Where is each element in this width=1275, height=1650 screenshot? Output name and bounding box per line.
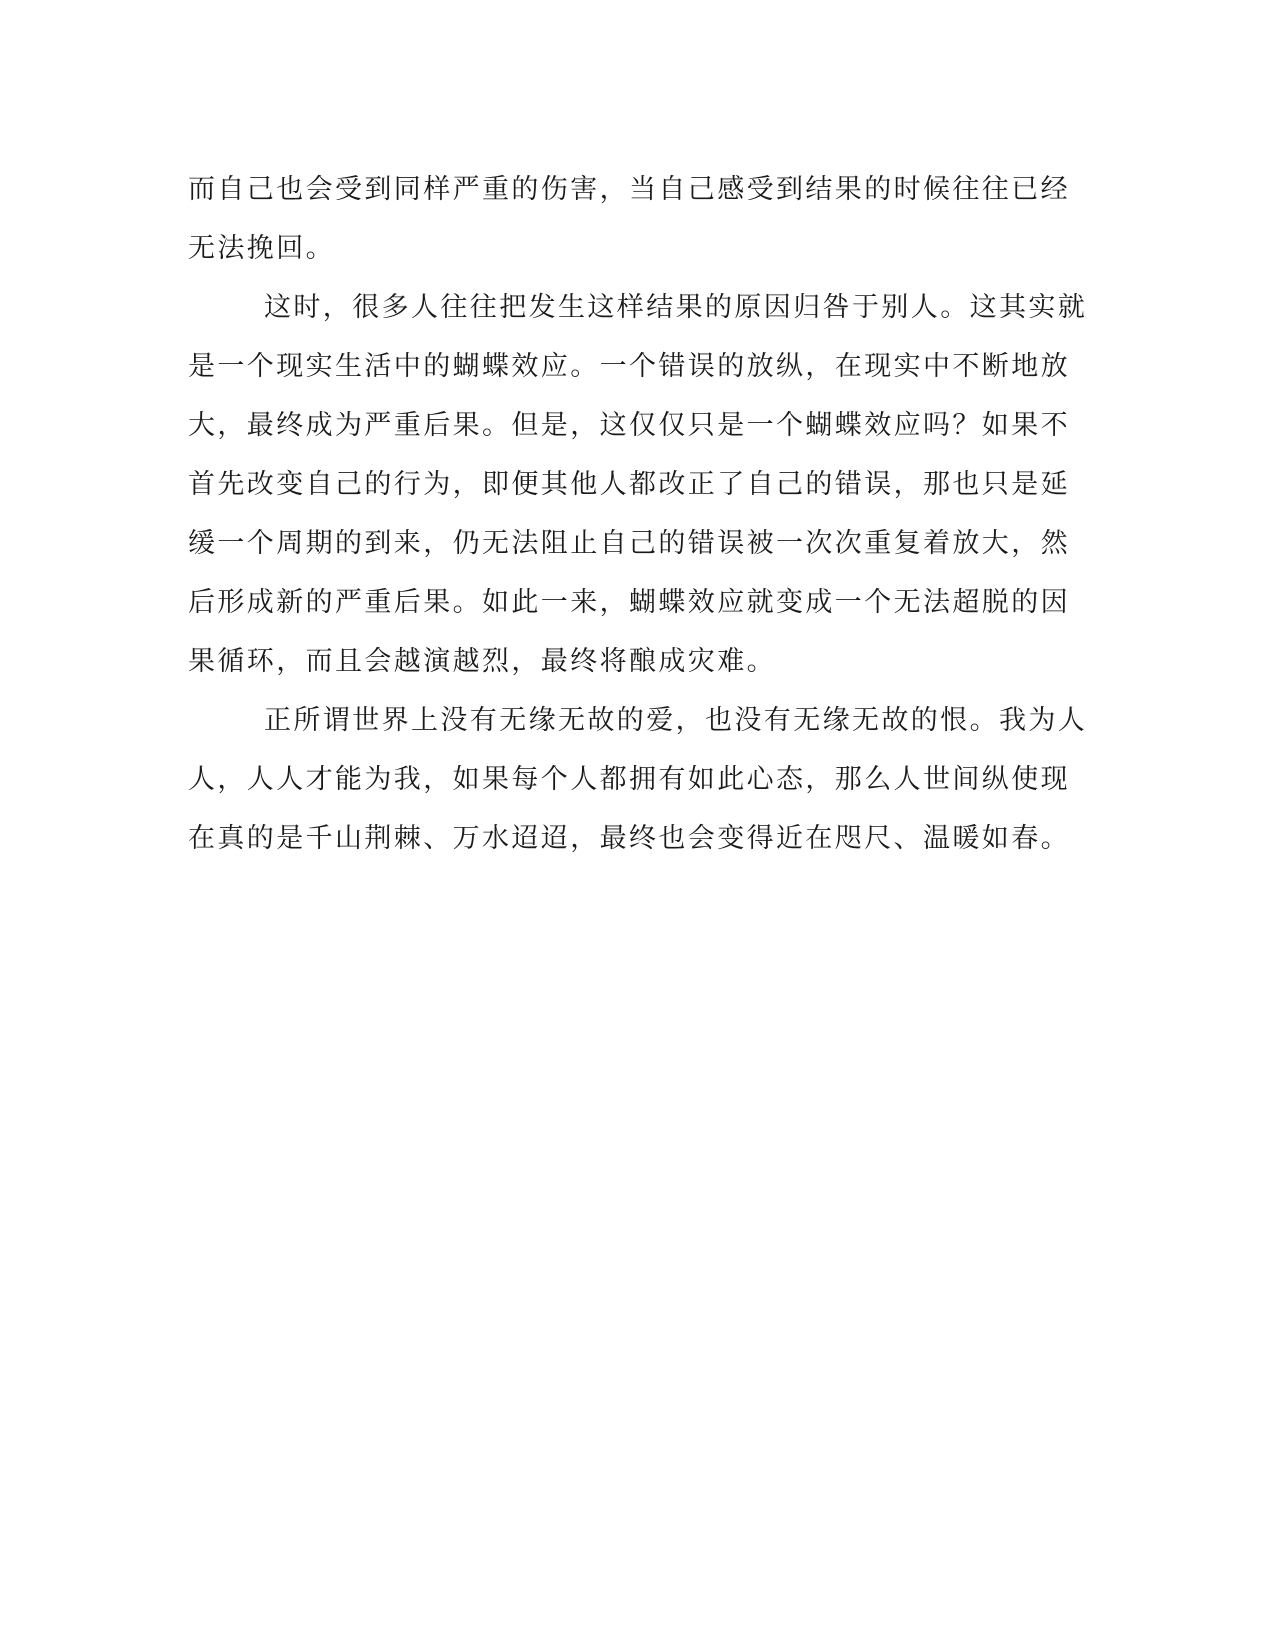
paragraph-line: 人，人人才能为我，如果每个人都拥有如此心态，那么人世间纵使现 [188, 764, 1070, 795]
paragraph-line: 首先改变自己的行为，即便其他人都改正了自己的错误，那也只是延 [188, 469, 1070, 500]
paragraph-line: 缓一个周期的到来，仍无法阻止自己的错误被一次次重复着放大，然 [188, 528, 1070, 559]
paragraph-line: 这时，很多人往往把发生这样结果的原因归咎于别人。这其实就 [264, 292, 1088, 323]
paragraph-line: 在真的是千山荆棘、万水迢迢，最终也会变得近在咫尺、温暖如春。 [188, 823, 1070, 854]
paragraph-line: 正所谓世界上没有无缘无故的爱，也没有无缘无故的恨。我为人 [264, 705, 1088, 736]
paragraph-line: 无法挽回。 [188, 233, 335, 264]
paragraph-line: 而自己也会受到同样严重的伤害，当自己感受到结果的时候往往已经 [188, 174, 1070, 205]
paragraph-line: 后形成新的严重后果。如此一来，蝴蝶效应就变成一个无法超脱的因 [188, 587, 1070, 618]
paragraph-line: 是一个现实生活中的蝴蝶效应。一个错误的放纵，在现实中不断地放 [188, 351, 1070, 382]
paragraph-line: 果循环，而且会越演越烈，最终将酿成灾难。 [188, 646, 776, 677]
paragraph-line: 大，最终成为严重后果。但是，这仅仅只是一个蝴蝶效应吗？如果不 [188, 410, 1070, 441]
